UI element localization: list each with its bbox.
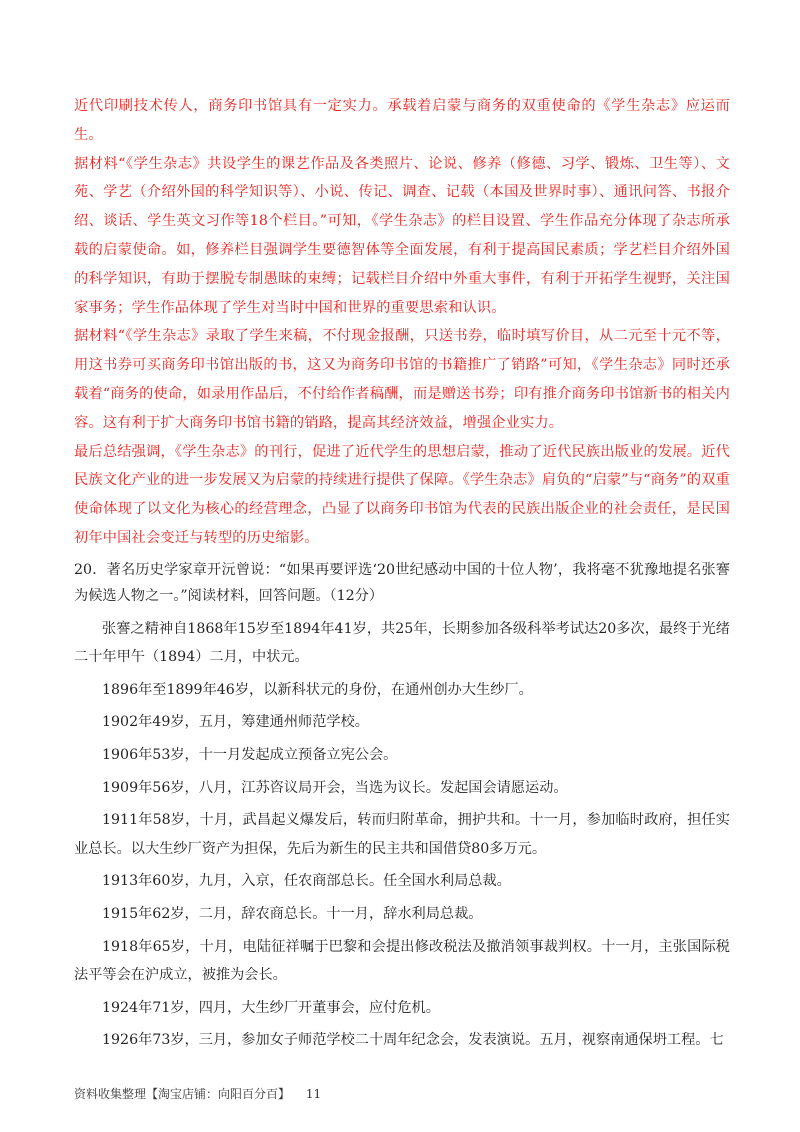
answer-analysis — [74, 92, 730, 553]
material-paragraph: 1906年53岁，十一月发起成立预备立宪公会。 — [102, 747, 398, 764]
material-paragraph: 1915年62岁，二月，辞农商总长。十一月，辞水利局总裁。 — [102, 906, 483, 923]
material-paragraph: 1924年71岁，四月，大生纱厂开董事会，应付危机。 — [102, 999, 440, 1016]
material-paragraph: 张謇之精神自1868年15岁至1894年41岁，共25年，长期参加各级科举考试达20多次，最终于光绪二十年甲午（1894）二月，中状元。 — [74, 620, 730, 665]
footer-source: 资料收集整理【淘宝店铺：向阳百分百】 — [74, 1087, 291, 1101]
answer-paragraph: 据材料“《学生杂志》录取了学生来稿，不付现金报酬，只送书券，临时填写价目，从二元至十元不等，用这书券可买商务印书馆出版的书，这又为商务印书馆的书籍推广了销路”可知，《学生杂志》同时还承载着“商务的使命，如录用作品后，不付给作者稿酬，而是赠送书券；印有推介商务印书馆新书的相关内容。这有利于扩大商务印书馆书籍的销路，提高其经济效益，增强企业实力。 — [74, 328, 730, 431]
answer-paragraph: 最后总结强调，《学生杂志》的刊行，促进了近代学生的思想启蒙，推动了近代民族出版业的发展。近代民族文化产业的进一步发展又为启蒙的持续进行提供了保障。《学生杂志》肩负的“启蒙”与“商务”的双重使命体现了以文化为核心的经营理念，凸显了以商务印书馆为代表的民族出版企业的社会责任，是民国初年中国社会变迁与转型的历史缩影。 — [74, 443, 730, 546]
material-paragraph: 1918年65岁，十月，电陆征祥嘱于巴黎和会提出修改税法及撤消领事裁判权。十一月，主张国际税法平等会在沪成立，被推为会长。 — [74, 938, 730, 983]
material-paragraph: 1911年58岁，十月，武昌起义爆发后，转而归附革命，拥护共和。十一月，参加临时政府，担任实业总长。以大生纱厂资产为担保，先后为新生的民主共和国借贷80多万元。 — [74, 812, 730, 857]
page-footer — [74, 1085, 321, 1102]
answer-paragraph: 据材料“《学生杂志》共设学生的课艺作品及各类照片、论说、修养（修德、习学、锻炼、卫生等）、文苑、学艺（介绍外国的科学知识等）、小说、传记、调查、记载（本国及世界时事）、通讯问答、书报介绍、谈话、学生英文习作等18个栏目。”可知，《学生杂志》的栏目设置、学生作品充分体现了杂志所承载的启蒙使命。如，修养栏目强调学生要德智体等全面发展，有利于提高国民素质；学艺栏目介绍外国的科学知识，有助于摆脱专制愚昧的束缚；记载栏目介绍中外重大事件，有利于开拓学生视野，关注国家事务；学生作品体现了学生对当时中国和世界的重要思索和认识。 — [74, 155, 730, 316]
answer-paragraph: 近代印刷技术传人，商务印书馆具有一定实力。承载着启蒙与商务的双重使命的《学生杂志》应运而生。 — [74, 98, 730, 143]
material-paragraph: 1926年73岁，三月，参加女子师范学校二十周年纪念会，发表演说。五月，视察南通保坍工程。七 — [102, 1032, 724, 1049]
document-page — [74, 92, 730, 1055]
material-paragraph: 1909年56岁，八月，江苏咨议局开会，当选为议长。发起国会请愿运动。 — [102, 779, 568, 796]
page-number: 11 — [305, 1087, 322, 1101]
material-paragraph: 1913年60岁，九月，入京，任农商部总长。任全国水利局总裁。 — [102, 873, 511, 890]
material-paragraph: 1896年至1899年46岁，以新科状元的身份，在通州创办大生纱厂。 — [102, 681, 533, 698]
question-20 — [74, 557, 730, 609]
reading-material — [74, 615, 730, 1055]
material-paragraph: 1902年49岁，五月，筹建通州师范学校。 — [102, 714, 369, 731]
question-text: 20．著名历史学家章开沅曾说：“如果再要评选‘20世纪感动中国的十位人物’，我将毫不犹豫地提名张謇为候选人物之一。”阅读材料，回答问题。（12分） — [74, 561, 730, 604]
